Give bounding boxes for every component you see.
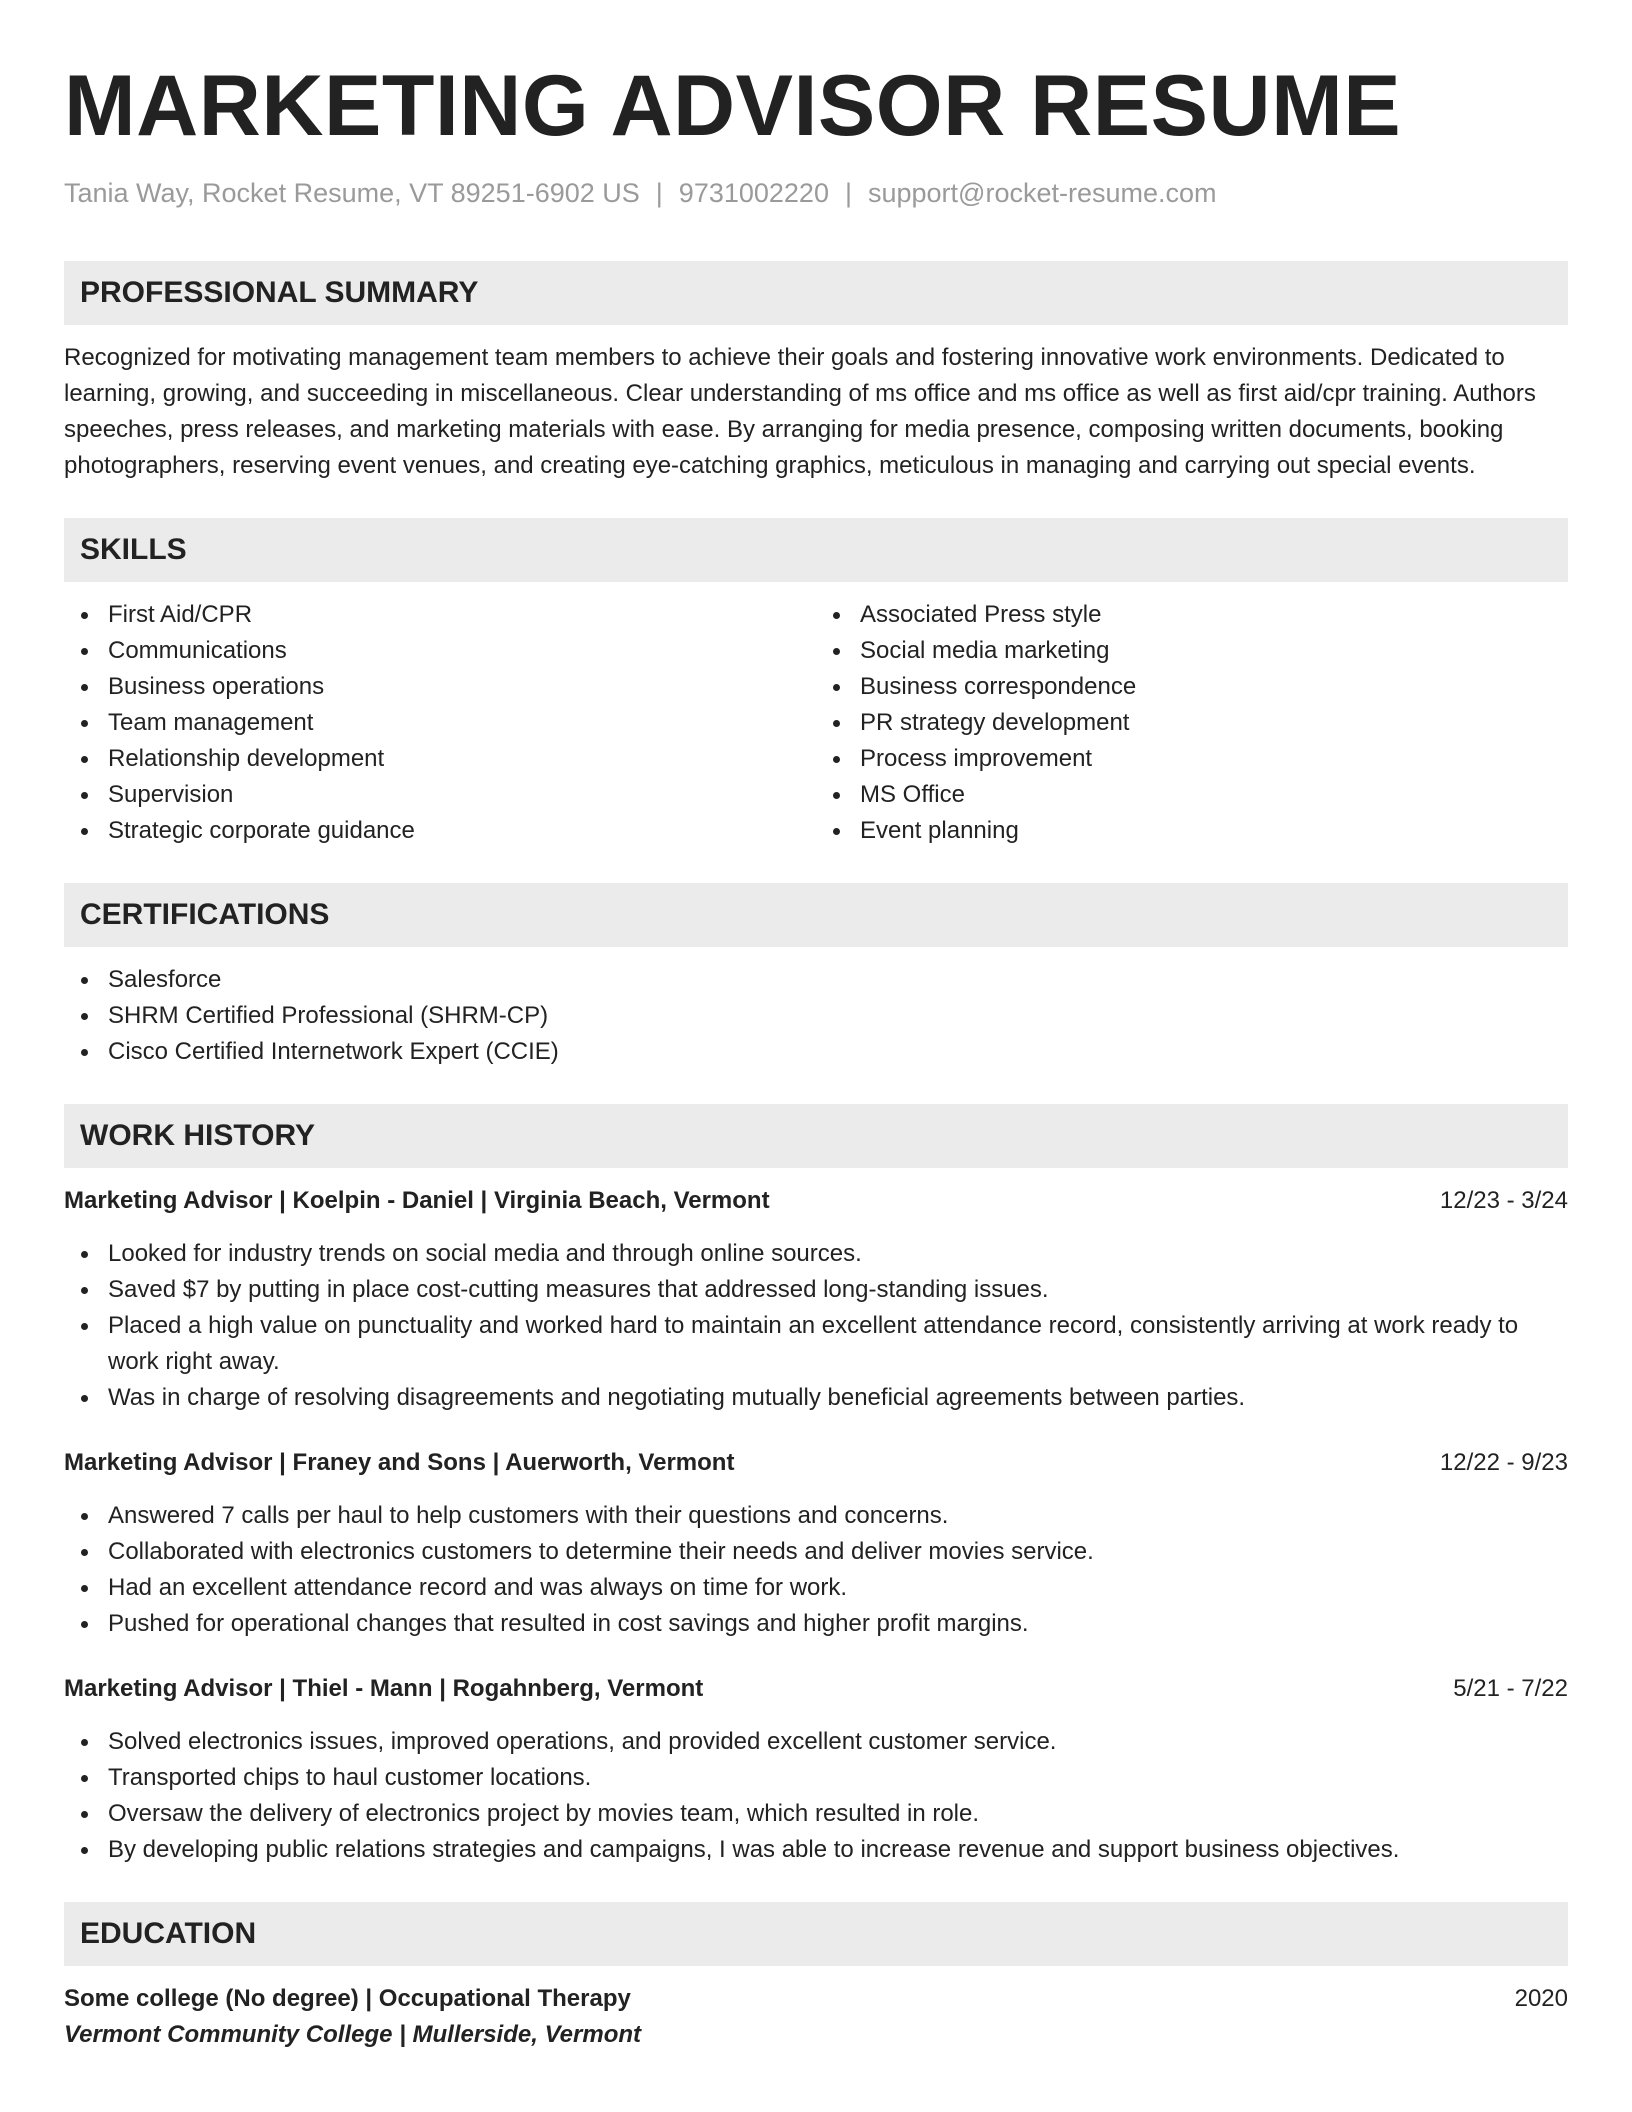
job-bullet: Answered 7 calls per haul to help customers with their questions and concerns. [64, 1498, 1568, 1534]
contact-address: Tania Way, Rocket Resume, VT 89251-6902 US [64, 178, 640, 208]
job-bullet: Collaborated with electronics customers to determine their needs and deliver movies service. [64, 1534, 1568, 1570]
education-header [64, 1981, 1568, 2017]
certifications-heading: CERTIFICATIONS [64, 883, 1568, 947]
skill-item: First Aid/CPR [64, 597, 816, 633]
job-entry [64, 1183, 1568, 1416]
skill-item: Business correspondence [816, 669, 1568, 705]
skills-list-right [816, 597, 1568, 849]
job-bullet: Saved $7 by putting in place cost-cutting measures that addressed long-standing issues. [64, 1272, 1568, 1308]
skills-list-left [64, 597, 816, 849]
certifications-list [64, 962, 1568, 1070]
skills-heading: SKILLS [64, 518, 1568, 582]
job-role: Marketing Advisor | Thiel - Mann | Rogahnberg, Vermont [64, 1675, 704, 1702]
job-header [64, 1183, 1568, 1219]
education-school: Vermont Community College | Mullerside, Vermont [64, 2021, 642, 2048]
skill-item: Communications [64, 633, 816, 669]
summary-heading: PROFESSIONAL SUMMARY [64, 261, 1568, 325]
job-dates: 12/22 - 9/23 [1439, 1449, 1568, 1476]
job-bullet: Looked for industry trends on social media and through online sources. [64, 1236, 1568, 1272]
education-heading: EDUCATION [64, 1902, 1568, 1966]
skills-columns [64, 597, 1568, 849]
job-bullet: Solved electronics issues, improved operations, and provided excellent customer service. [64, 1724, 1568, 1760]
contact-separator: | [655, 178, 663, 208]
skill-item: MS Office [816, 777, 1568, 813]
page-title: MARKETING ADVISOR RESUME [64, 58, 1402, 154]
skill-item: Associated Press style [816, 597, 1568, 633]
job-role: Marketing Advisor | Franey and Sons | Auerworth, Vermont [64, 1449, 735, 1476]
contact-email: support@rocket-resume.com [867, 178, 1217, 208]
summary-text: Recognized for motivating management team members to achieve their goals and fostering innovative work environments. Dedicated to learning, growing, and succeeding in miscellaneous. Clear understanding of ms office and ms office as well as first aid/cpr training. Authors speeches, press releases, and marketing materials with ease. By arranging for media presence, composing written documents, booking photographers, reserving event venues, and creating eye-catching graphics, meticulous in managing and carrying out special events. [64, 344, 1536, 479]
job-bullet: Transported chips to haul customer locations. [64, 1760, 1568, 1796]
certification-item: Cisco Certified Internetwork Expert (CCIE) [64, 1034, 1568, 1070]
job-bullets [64, 1236, 1568, 1416]
job-bullet: Pushed for operational changes that resulted in cost savings and higher profit margins. [64, 1606, 1568, 1642]
job-header [64, 1445, 1568, 1481]
skill-item: Business operations [64, 669, 816, 705]
job-entry [64, 1445, 1568, 1642]
education-degree: Some college (No degree) | Occupational Therapy [64, 1985, 631, 2012]
job-bullet: By developing public relations strategies and campaigns, I was able to increase revenue and support business objectives. [64, 1832, 1568, 1868]
job-dates: 5/21 - 7/22 [1453, 1675, 1568, 1702]
skill-item: Strategic corporate guidance [64, 813, 816, 849]
contact-phone: 9731002220 [678, 178, 829, 208]
job-bullets [64, 1498, 1568, 1642]
job-role: Marketing Advisor | Koelpin - Daniel | Virginia Beach, Vermont [64, 1187, 770, 1214]
skill-item: Process improvement [816, 741, 1568, 777]
skill-item: Team management [64, 705, 816, 741]
skill-item: PR strategy development [816, 705, 1568, 741]
certification-item: Salesforce [64, 962, 1568, 998]
job-dates: 12/23 - 3/24 [1439, 1187, 1568, 1214]
job-bullet: Had an excellent attendance record and was always on time for work. [64, 1570, 1568, 1606]
skill-item: Supervision [64, 777, 816, 813]
contact-separator: | [844, 178, 852, 208]
job-header [64, 1671, 1568, 1707]
skill-item: Relationship development [64, 741, 816, 777]
education-year: 2020 [1514, 1985, 1568, 2012]
skill-item: Event planning [816, 813, 1568, 849]
job-bullet: Was in charge of resolving disagreements and negotiating mutually beneficial agreements between parties. [64, 1380, 1568, 1416]
job-bullet: Oversaw the delivery of electronics project by movies team, which resulted in role. [64, 1796, 1568, 1832]
contact-line [64, 178, 1568, 209]
certification-item: SHRM Certified Professional (SHRM-CP) [64, 998, 1568, 1034]
job-bullet: Placed a high value on punctuality and worked hard to maintain an excellent attendance record, consistently arriving at work ready to work right away. [64, 1308, 1568, 1380]
job-entry [64, 1671, 1568, 1868]
job-bullets [64, 1724, 1568, 1868]
work-history-heading: WORK HISTORY [64, 1104, 1568, 1168]
skill-item: Social media marketing [816, 633, 1568, 669]
